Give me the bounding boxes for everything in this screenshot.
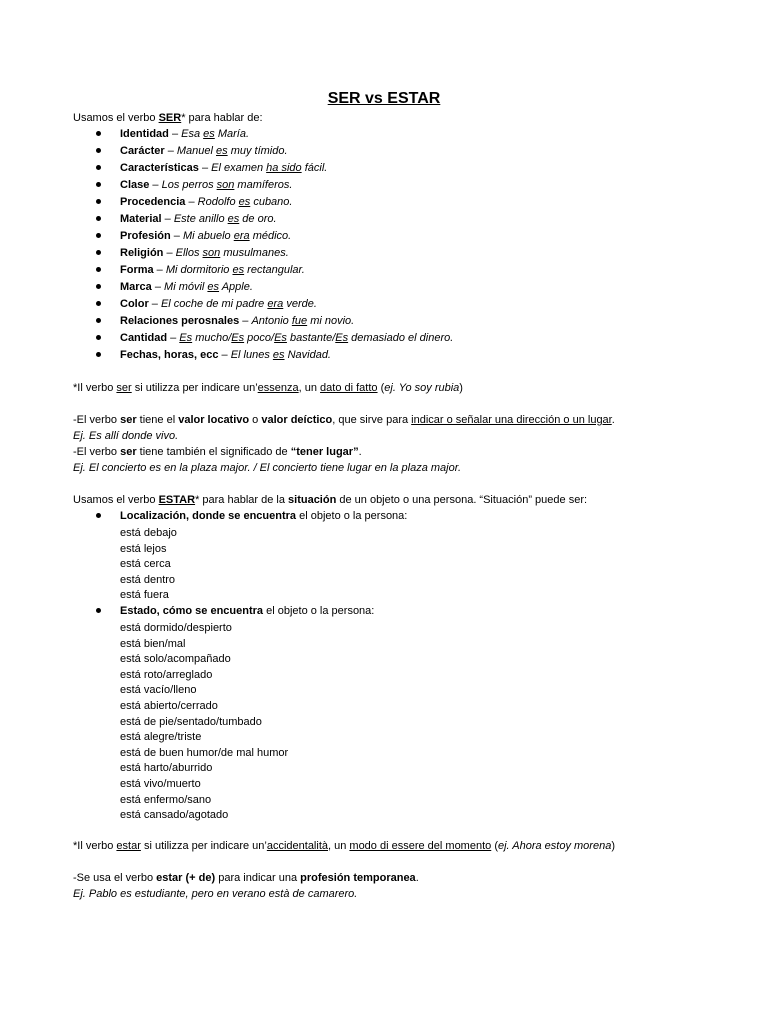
estar-localizacion-list — [73, 525, 733, 603]
ser-locative-example: Ej. Es allí donde vivo. — [73, 430, 179, 442]
estar-intro: Usamos el verbo ESTAR* para hablar de la situación de un objeto o una persona. “Situación” puede ser: — [73, 494, 588, 506]
list-item: Marca – Mi móvil es Apple. — [73, 279, 733, 296]
list-item: está alegre/triste — [120, 731, 202, 744]
estar-estado-list — [73, 620, 733, 823]
list-item: está harto/aburrido — [120, 762, 213, 775]
ser-intro: Usamos el verbo SER* para hablar de: — [73, 112, 263, 124]
ser-tener-lugar-example: Ej. El concierto es en la plaza major. / El concierto tiene lugar en la plaza major. — [73, 462, 462, 474]
list-item: está fuera — [120, 589, 169, 602]
list-item: está solo/acompañado — [120, 653, 231, 666]
list-item: Relaciones perosnales – Antonio fue mi novio. — [73, 313, 733, 330]
estar-section — [73, 492, 733, 823]
list-item: está debajo — [120, 527, 177, 539]
estar-localizacion-head: Localización, donde se encuentra el objeto o la persona: — [73, 508, 733, 525]
ser-list — [73, 126, 733, 364]
list-item: Procedencia – Rodolfo es cubano. — [73, 194, 733, 211]
list-item: Color – El coche de mi padre era verde. — [73, 296, 733, 313]
list-item: está enfermo/sano — [120, 793, 212, 806]
list-item: está roto/arreglado — [120, 668, 213, 681]
list-item: está dentro — [120, 573, 176, 586]
estar-notes — [73, 838, 733, 902]
list-item: Cantidad – Es mucho/Es poco/Es bastante/Es demasiado el dinero. — [73, 330, 733, 347]
list-item: está vivo/muerto — [120, 777, 201, 790]
list-item: Clase – Los perros son mamíferos. — [73, 177, 733, 194]
list-item: está bien/mal — [120, 637, 186, 650]
list-item: Características – El examen ha sido fácil. — [73, 160, 733, 177]
page-title: SER vs ESTAR — [327, 90, 441, 107]
list-item: Profesión – Mi abuelo era médico. — [73, 228, 733, 245]
estar-note: *Il verbo estar si utilizza per indicare un’accidentalità, un modo di essere del momento (ej. Ahora estoy morena) — [73, 840, 615, 852]
ser-tener-lugar: -El verbo ser tiene también el significado de “tener lugar”. — [73, 446, 362, 458]
list-item: está lejos — [120, 542, 167, 555]
list-item: Forma – Mi dormitorio es rectangular. — [73, 262, 733, 279]
estar-profesion-example: Ej. Pablo es estudiante, pero en verano està de camarero. — [73, 888, 358, 900]
ser-note: *Il verbo ser si utilizza per indicare un’essenza, un dato di fatto (ej. Yo soy rubia) — [73, 382, 463, 394]
list-item: Identidad – Esa es María. — [73, 126, 733, 143]
list-item: Carácter – Manuel es muy tímido. — [73, 143, 733, 160]
ser-locative: -El verbo ser tiene el valor locativo o valor deíctico, que sirve para indicar o señalar una dirección o un lugar. — [73, 414, 615, 426]
list-item: Material – Este anillo es de oro. — [73, 211, 733, 228]
list-item: está cansado/agotado — [120, 809, 229, 822]
estar-estado-head: Estado, cómo se encuentra el objeto o la persona: — [73, 603, 733, 620]
list-item: Fechas, horas, ecc – El lunes es Navidad. — [73, 347, 733, 364]
list-item: está de pie/sentado/tumbado — [120, 715, 262, 728]
list-item: está cerca — [120, 558, 171, 571]
list-item: está dormido/despierto — [120, 621, 232, 634]
list-item: está vacío/lleno — [120, 684, 197, 697]
ser-section — [73, 110, 733, 476]
list-item: está abierto/cerrado — [120, 699, 218, 712]
estar-profesion: -Se usa el verbo estar (+ de) para indicar una profesión temporanea. — [73, 872, 419, 884]
list-item: Religión – Ellos son musulmanes. — [73, 245, 733, 262]
list-item: está de buen humor/de mal humor — [120, 746, 289, 759]
